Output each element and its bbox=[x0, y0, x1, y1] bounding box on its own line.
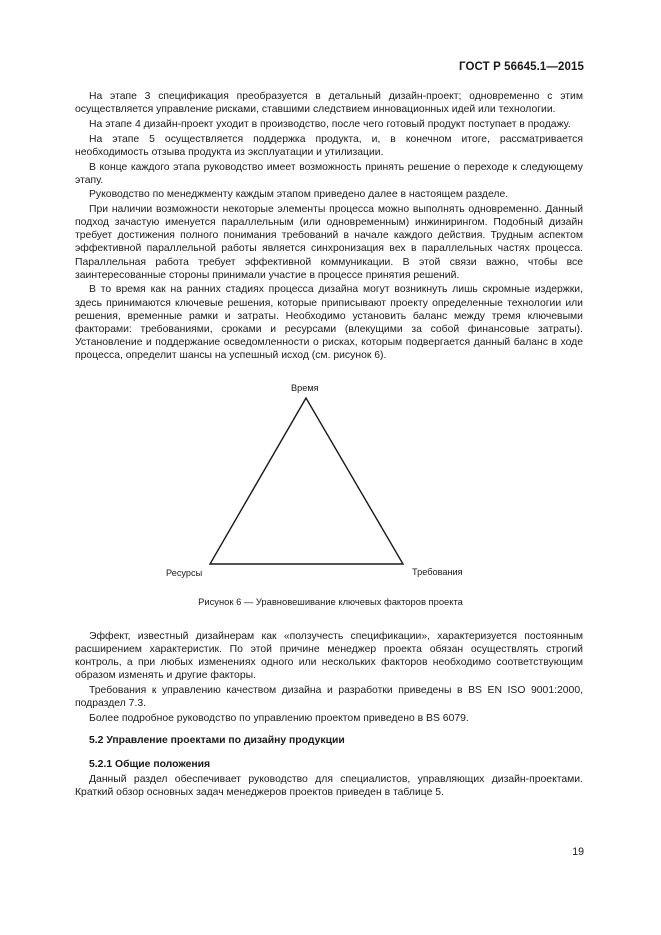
paragraph: Эффект, известный дизайнерам как «ползучесть спецификации», характеризуется постоянным расширением характеристик. По этой причине менеджер проекта обязан осуществлять строгий контроль, а при любых изменениях одного или нескольких факторов необходимо соответствующим образом изменять и другие факторы. bbox=[75, 631, 583, 682]
balance-triangle bbox=[210, 398, 403, 564]
paragraph: Требования к управлению качеством дизайна и разработки приведены в BS EN ISO 9001:2000, подраздел 7.3. bbox=[75, 685, 583, 710]
paragraph: Данный раздел обеспечивает руководство для специалистов, управляющих дизайн-проектами. Краткий обзор основных задач менеджеров проектов приведен в таблице 5. bbox=[75, 774, 583, 799]
paragraph: При наличии возможности некоторые элементы процесса можно выполнять одновременно. Данный подход зачастую именуется параллельным (или одновременным) инжинирингом. Подобный дизайн требует достижения полного понимания требований в начале каждого действия. Трудным аспектом эффективной параллельной работы является синхронизация вех в параллельных частях процесса. Параллельная работа требует эффективной коммуникации. В этой связи важно, чтобы все заинтересованные стороны принимали участие в процессе принятия решений. bbox=[75, 204, 583, 281]
paragraph: Более подробное руководство по управлению проектом приведено в BS 6079. bbox=[89, 712, 469, 724]
figure-balance-triangle bbox=[0, 378, 661, 608]
paragraph: На этапе 4 дизайн-проект уходит в производство, после чего готовый продукт поступает в продажу. bbox=[89, 118, 571, 130]
figure-caption: Рисунок 6 — Уравновешивание ключевых факторов проекта bbox=[198, 596, 463, 607]
body-text-top bbox=[75, 90, 583, 364]
section-heading-5-2-1: 5.2.1 Общие положения bbox=[89, 759, 211, 770]
body-text-middle bbox=[75, 630, 583, 727]
paragraph: Руководство по менеджменту каждым этапом приведено далее в настоящем разделе. bbox=[89, 189, 509, 201]
vertex-label-time: Время bbox=[291, 383, 319, 393]
paragraph: В конце каждого этапа руководство имеет возможность принять решение о переходе к следующему этапу. bbox=[75, 161, 583, 186]
vertex-label-requirements: Требования bbox=[412, 567, 463, 577]
paragraph: На этапе 5 осуществляется поддержка продукта, и, в конечном итоге, рассматривается необходимость отзыва продукта из эксплуатации и утилизации. bbox=[75, 133, 583, 158]
paragraph: В то время как на ранних стадиях процесса дизайна могут возникнуть лишь скромные издержки, здесь принимаются ключевые решения, которые приписывают проекту определенные технологии или решения, временные рамки и затраты. Необходимо установить баланс между тремя ключевыми факторами: требованиями, сроками и ресурсами (влекущими за собой финансовые затраты). Установление и поддержание осведомленности о рисках, которым подвергается данный баланс в ходе процесса, определит шансы на успешный исход (см. рисунок 6). bbox=[75, 284, 583, 361]
document-header: ГОСТ Р 56645.1—2015 bbox=[459, 61, 584, 73]
triangle-diagram bbox=[0, 378, 661, 608]
section-heading-5-2: 5.2 Управление проектами по дизайну продукции bbox=[89, 735, 345, 746]
vertex-label-resources: Ресурсы bbox=[166, 568, 203, 578]
page-number: 19 bbox=[572, 846, 584, 858]
paragraph: На этапе 3 спецификация преобразуется в детальный дизайн-проект; одновременно с этим осуществляется управление рисками, ставшими следствием инновационных идей или технологии. bbox=[75, 91, 583, 116]
body-text-bottom bbox=[75, 773, 583, 801]
